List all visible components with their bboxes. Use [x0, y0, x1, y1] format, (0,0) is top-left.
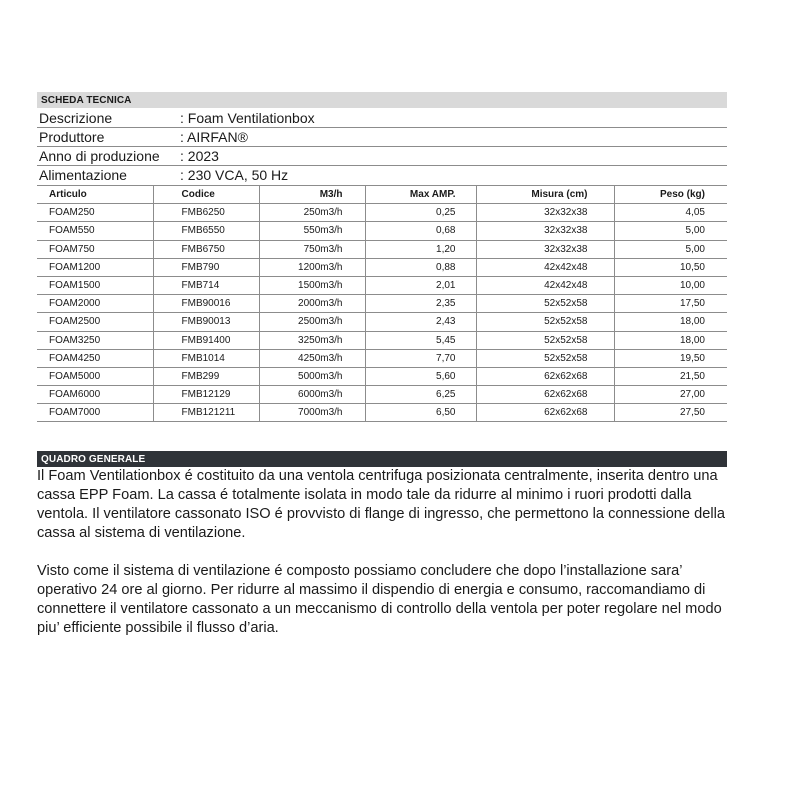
- cell-articulo: FOAM5000: [37, 367, 153, 385]
- cell-articulo: FOAM7000: [37, 404, 153, 422]
- cell-codice: FMB6550: [153, 222, 259, 240]
- cell-articulo: FOAM1500: [37, 276, 153, 294]
- cell-articulo: FOAM2500: [37, 313, 153, 331]
- cell-articulo: FOAM750: [37, 240, 153, 258]
- spec-label: Alimentazione: [39, 167, 127, 183]
- cell-articulo: FOAM2000: [37, 295, 153, 313]
- cell-max-amp: 5,45: [365, 331, 476, 349]
- cell-max-amp: 7,70: [365, 349, 476, 367]
- cell-articulo: FOAM1200: [37, 258, 153, 276]
- cell-misura: 62x62x68: [476, 367, 614, 385]
- cell-peso: 27,00: [614, 386, 727, 404]
- cell-max-amp: 6,25: [365, 386, 476, 404]
- table-header-row: [37, 186, 727, 204]
- cell-peso: 5,00: [614, 240, 727, 258]
- col-header-peso: Peso (kg): [614, 186, 727, 204]
- cell-max-amp: 6,50: [365, 404, 476, 422]
- cell-articulo: FOAM250: [37, 204, 153, 222]
- cell-misura: 32x32x38: [476, 204, 614, 222]
- cell-max-amp: 2,01: [365, 276, 476, 294]
- cell-misura: 32x32x38: [476, 240, 614, 258]
- cell-m3h: 550m3/h: [259, 222, 365, 240]
- col-header-max-amp: Max AMP.: [365, 186, 476, 204]
- cell-codice: FMB12129: [153, 386, 259, 404]
- cell-misura: 52x52x58: [476, 295, 614, 313]
- cell-m3h: 1500m3/h: [259, 276, 365, 294]
- spec-label: Descrizione: [39, 110, 113, 126]
- table-row: [37, 276, 727, 294]
- paragraph-description: Il Foam Ventilationbox é costituito da una ventola centrifuga posizionata centralmente, inserita dentro una cassa EPP Foam. La cassa é totalmente isolata in modo tale da ridurre al minimo i ruori prodotti dalla ventola. Il ventilatore cassonato ISO é provvisto di flange di ingresso, che permettono la connessione della cassa al sistema di ventilazione.: [37, 468, 725, 542]
- cell-m3h: 5000m3/h: [259, 367, 365, 385]
- spec-value: : 230 VCA, 50 Hz: [180, 167, 289, 183]
- table-row: [37, 331, 727, 349]
- cell-m3h: 3250m3/h: [259, 331, 365, 349]
- cell-peso: 27,50: [614, 404, 727, 422]
- cell-max-amp: 2,43: [365, 313, 476, 331]
- cell-max-amp: 1,20: [365, 240, 476, 258]
- cell-max-amp: 2,35: [365, 295, 476, 313]
- cell-articulo: FOAM550: [37, 222, 153, 240]
- cell-misura: 52x52x58: [476, 313, 614, 331]
- cell-peso: 10,00: [614, 276, 727, 294]
- cell-codice: FMB90016: [153, 295, 259, 313]
- cell-max-amp: 0,88: [365, 258, 476, 276]
- cell-peso: 21,50: [614, 367, 727, 385]
- cell-codice: FMB6750: [153, 240, 259, 258]
- cell-codice: FMB714: [153, 276, 259, 294]
- cell-max-amp: 0,68: [365, 222, 476, 240]
- paragraph-recommendation: Visto come il sistema di ventilazione é composto possiamo concludere che dopo l’installazione sara’ operativo 24 ore al giorno. Per ridurre al massimo il dispendio di energia e consumo, raccomandiamo di connettere il ventilatore cassonato a un meccanismo di controllo della ventola per poter regolare nel modo piu’ efficiente possibile il flusso d’aria.: [37, 563, 722, 637]
- col-header-articulo: Articulo: [37, 186, 153, 204]
- cell-m3h: 2000m3/h: [259, 295, 365, 313]
- cell-misura: 42x42x48: [476, 276, 614, 294]
- cell-articulo: FOAM4250: [37, 349, 153, 367]
- cell-codice: FMB790: [153, 258, 259, 276]
- cell-peso: 17,50: [614, 295, 727, 313]
- col-header-m3h: M3/h: [259, 186, 365, 204]
- cell-codice: FMB299: [153, 367, 259, 385]
- cell-misura: 32x32x38: [476, 222, 614, 240]
- cell-misura: 62x62x68: [476, 404, 614, 422]
- spec-value: : AIRFAN®: [180, 129, 248, 145]
- cell-m3h: 7000m3/h: [259, 404, 365, 422]
- table-row: [37, 349, 727, 367]
- table-row: [37, 386, 727, 404]
- cell-max-amp: 0,25: [365, 204, 476, 222]
- cell-articulo: FOAM3250: [37, 331, 153, 349]
- cell-m3h: 250m3/h: [259, 204, 365, 222]
- cell-misura: 52x52x58: [476, 349, 614, 367]
- table-row: [37, 295, 727, 313]
- cell-codice: FMB1014: [153, 349, 259, 367]
- cell-codice: FMB121211: [153, 404, 259, 422]
- spec-value: : Foam Ventilationbox: [180, 110, 315, 126]
- cell-misura: 52x52x58: [476, 331, 614, 349]
- cell-peso: 10,50: [614, 258, 727, 276]
- cell-codice: FMB90013: [153, 313, 259, 331]
- cell-max-amp: 5,60: [365, 367, 476, 385]
- table-row: [37, 367, 727, 385]
- cell-m3h: 1200m3/h: [259, 258, 365, 276]
- cell-m3h: 4250m3/h: [259, 349, 365, 367]
- cell-peso: 19,50: [614, 349, 727, 367]
- cell-codice: FMB6250: [153, 204, 259, 222]
- cell-articulo: FOAM6000: [37, 386, 153, 404]
- table-row: [37, 258, 727, 276]
- scheda-tecnica-header: SCHEDA TECNICA: [37, 92, 727, 108]
- spec-row-alimentazione: [37, 166, 727, 185]
- cell-codice: FMB91400: [153, 331, 259, 349]
- cell-m3h: 2500m3/h: [259, 313, 365, 331]
- spec-row-descrizione: [37, 109, 727, 128]
- table-row: [37, 404, 727, 422]
- spec-row-produttore: [37, 128, 727, 147]
- cell-peso: 5,00: [614, 222, 727, 240]
- cell-peso: 4,05: [614, 204, 727, 222]
- spec-row-anno: [37, 147, 727, 166]
- cell-peso: 18,00: [614, 313, 727, 331]
- col-header-misura: Misura (cm): [476, 186, 614, 204]
- cell-peso: 18,00: [614, 331, 727, 349]
- spec-label: Anno di produzione: [39, 148, 160, 164]
- table-row: [37, 222, 727, 240]
- quadro-generale-header: QUADRO GENERALE: [37, 451, 727, 467]
- table-row: [37, 240, 727, 258]
- cell-misura: 62x62x68: [476, 386, 614, 404]
- cell-m3h: 6000m3/h: [259, 386, 365, 404]
- cell-misura: 42x42x48: [476, 258, 614, 276]
- product-table: [37, 185, 727, 422]
- col-header-codice: Codice: [153, 186, 259, 204]
- spec-value: : 2023: [180, 148, 219, 164]
- product-table-body: [37, 204, 727, 422]
- cell-m3h: 750m3/h: [259, 240, 365, 258]
- table-row: [37, 313, 727, 331]
- table-row: [37, 204, 727, 222]
- spec-label: Produttore: [39, 129, 105, 145]
- product-sheet: [37, 92, 727, 638]
- quadro-generale-section: [37, 451, 727, 638]
